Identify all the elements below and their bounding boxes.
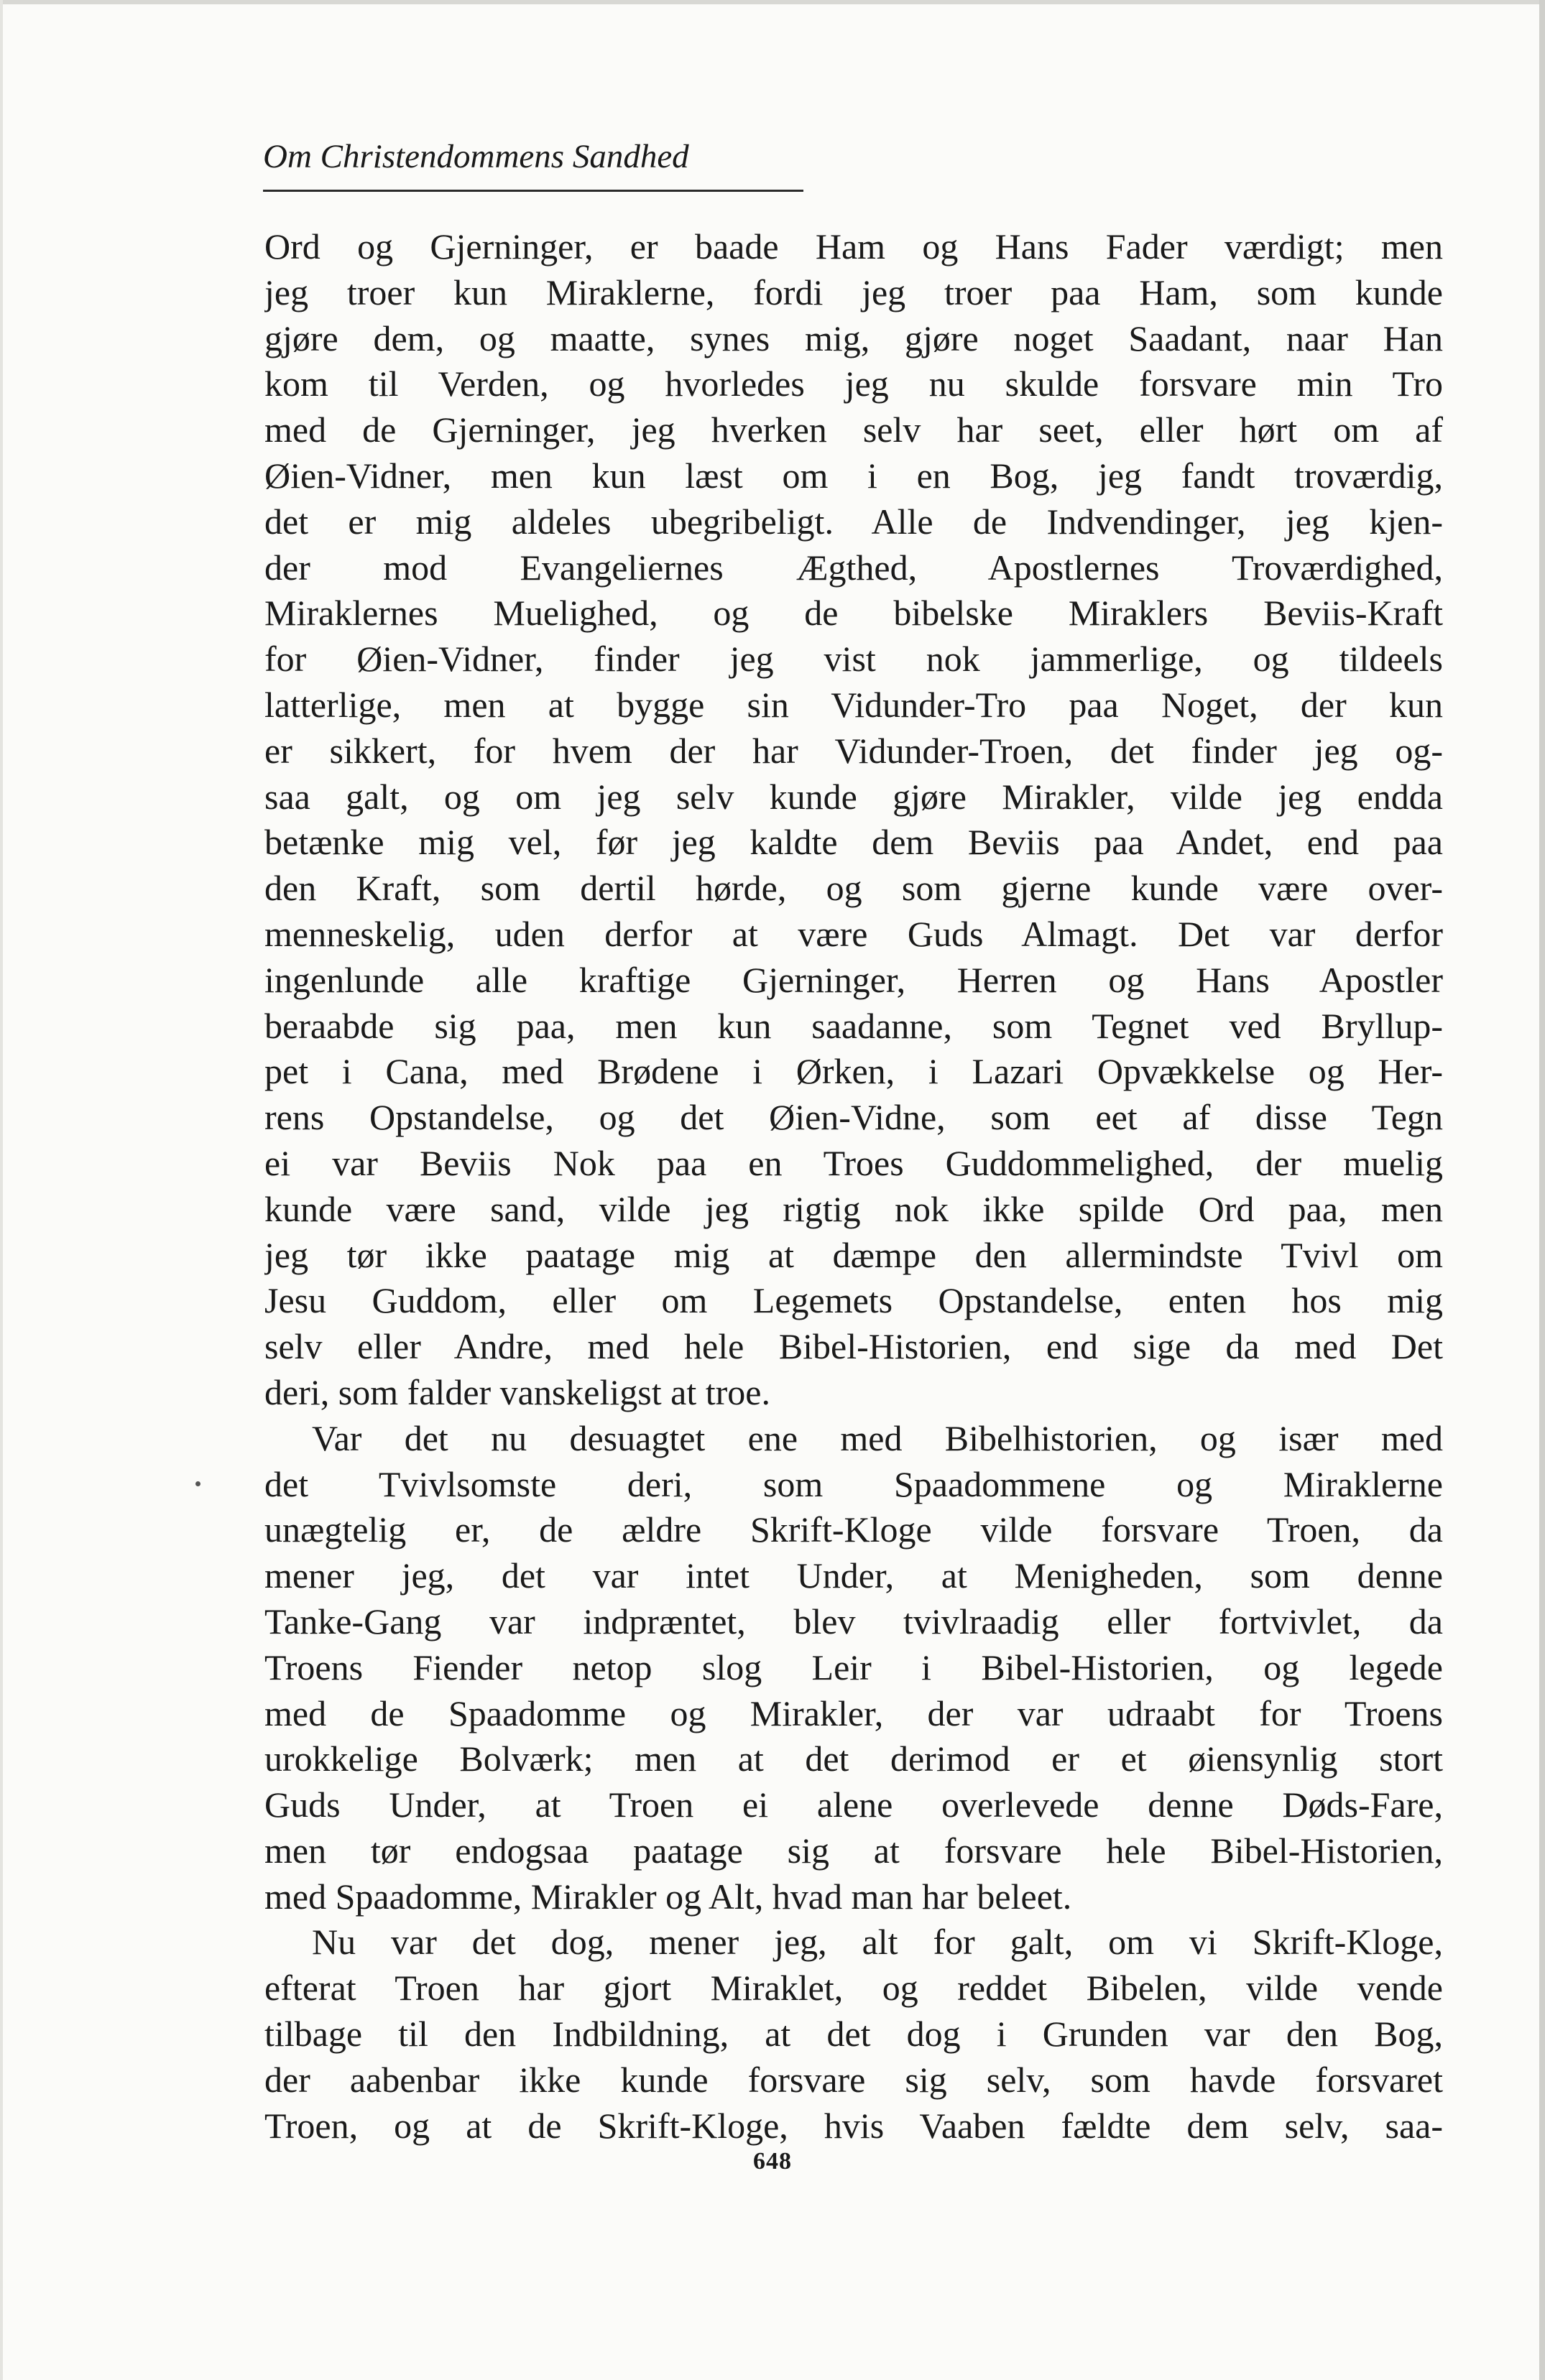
text-line: jeg tør ikke paatage mig at dæmpe den allermindste Tvivl om	[264, 1234, 1443, 1275]
text-line: selv eller Andre, med hele Bibel-Historien, end sige da med Det	[264, 1326, 1443, 1367]
text-line: Øien-Vidner, men kun læst om i en Bog, jeg fandt troværdig,	[264, 455, 1443, 496]
text-line: Troen, og at de Skrift-Kloge, hvis Vaaben fældte dem selv, saa-	[264, 2105, 1443, 2146]
page-number: 648	[753, 2148, 792, 2175]
text-line: unægtelig er, de ældre Skrift-Kloge vilde forsvare Troen, da	[264, 1509, 1443, 1550]
text-line: med de Spaadomme og Mirakler, der var udraabt for Troens	[264, 1693, 1443, 1733]
text-line: er sikkert, for hvem der har Vidunder-Troen, det finder jeg og-	[264, 730, 1443, 771]
text-line: saa galt, og om jeg selv kunde gjøre Mirakler, vilde jeg endda	[264, 776, 1443, 817]
text-line: med de Gjerninger, jeg hverken selv har seet, eller hørt om af	[264, 409, 1443, 450]
paragraph-start-line: Nu var det dog, mener jeg, alt for galt, om vi Skrift-Kloge,	[312, 1922, 1443, 1963]
text-line: jeg troer kun Miraklerne, fordi jeg troer paa Ham, som kunde	[264, 272, 1443, 312]
text-line: menneskelig, uden derfor at være Guds Almagt. Det var derfor	[264, 913, 1443, 954]
text-line: ei var Beviis Nok paa en Troes Guddommelighed, der muelig	[264, 1142, 1443, 1183]
text-line: Troens Fiender netop slog Leir i Bibel-Historien, og legede	[264, 1647, 1443, 1687]
text-line: pet i Cana, med Brødene i Ørken, i Lazari Opvækkelse og Her-	[264, 1051, 1443, 1092]
text-line: kom til Verden, og hvorledes jeg nu skulde forsvare min Tro	[264, 364, 1443, 404]
text-line: for Øien-Vidner, finder jeg vist nok jammerlige, og tildeels	[264, 639, 1443, 680]
page-edge-left	[0, 0, 3, 2380]
paragraph-end-line: deri, som falder vanskeligst at troe.	[264, 1371, 770, 1412]
text-line: Jesu Guddom, eller om Legemets Opstandelse, enten hos mig	[264, 1280, 1443, 1321]
page-edge-right	[1539, 0, 1545, 2380]
text-line: der aabenbar ikke kunde forsvare sig selv, som havde forsvaret	[264, 2059, 1443, 2100]
text-line: beraabde sig paa, men kun saadanne, som Tegnet ved Bryllup-	[264, 1005, 1443, 1046]
margin-mark	[195, 1481, 200, 1486]
text-line: urokkelige Bolværk; men at det derimod er et øiensynlig stort	[264, 1738, 1443, 1779]
text-line: Ord og Gjerninger, er baade Ham og Hans Fader værdigt; men	[264, 226, 1443, 267]
text-line: gjøre dem, og maatte, synes mig, gjøre noget Saadant, naar Han	[264, 318, 1443, 358]
text-line: efterat Troen har gjort Miraklet, og reddet Bibelen, vilde vende	[264, 1968, 1443, 2009]
page-edge-top	[0, 0, 1545, 4]
text-line: det Tvivlsomste deri, som Spaadommene og Miraklerne	[264, 1463, 1443, 1504]
running-title-underline	[263, 190, 803, 192]
text-line: den Kraft, som dertil hørde, og som gjerne kunde være over-	[264, 868, 1443, 909]
text-line: men tør endogsaa paatage sig at forsvare hele Bibel-Historien,	[264, 1830, 1443, 1871]
running-title: Om Christendommens Sandhed	[263, 138, 689, 175]
body-text	[264, 224, 1443, 2149]
text-line: Guds Under, at Troen ei alene overlevede denne Døds-Fare,	[264, 1784, 1443, 1825]
paragraph-end-line: med Spaadomme, Mirakler og Alt, hvad man har beleet.	[264, 1876, 1072, 1917]
text-line: ingenlunde alle kraftige Gjerninger, Herren og Hans Apostler	[264, 959, 1443, 1000]
text-line: rens Opstandelse, og det Øien-Vidne, som eet af disse Tegn	[264, 1097, 1443, 1138]
text-line: mener jeg, det var intet Under, at Menigheden, som denne	[264, 1555, 1443, 1596]
paragraph-start-line: Var det nu desuagtet ene med Bibelhistorien, og især med	[312, 1417, 1443, 1458]
text-line: det er mig aldeles ubegribeligt. Alle de Indvendinger, jeg kjen-	[264, 501, 1443, 542]
text-line: tilbage til den Indbildning, at det dog i Grunden var den Bog,	[264, 2014, 1443, 2055]
text-line: Tanke-Gang var indpræntet, blev tvivlraadig eller fortvivlet, da	[264, 1601, 1443, 1642]
text-line: latterlige, men at bygge sin Vidunder-Tro paa Noget, der kun	[264, 684, 1443, 725]
text-line: der mod Evangeliernes Ægthed, Apostlernes Troværdighed,	[264, 547, 1443, 588]
text-line: Miraklernes Muelighed, og de bibelske Miraklers Beviis-Kraft	[264, 593, 1443, 634]
text-line: kunde være sand, vilde jeg rigtig nok ikke spilde Ord paa, men	[264, 1188, 1443, 1229]
text-line: betænke mig vel, før jeg kaldte dem Beviis paa Andet, end paa	[264, 822, 1443, 863]
